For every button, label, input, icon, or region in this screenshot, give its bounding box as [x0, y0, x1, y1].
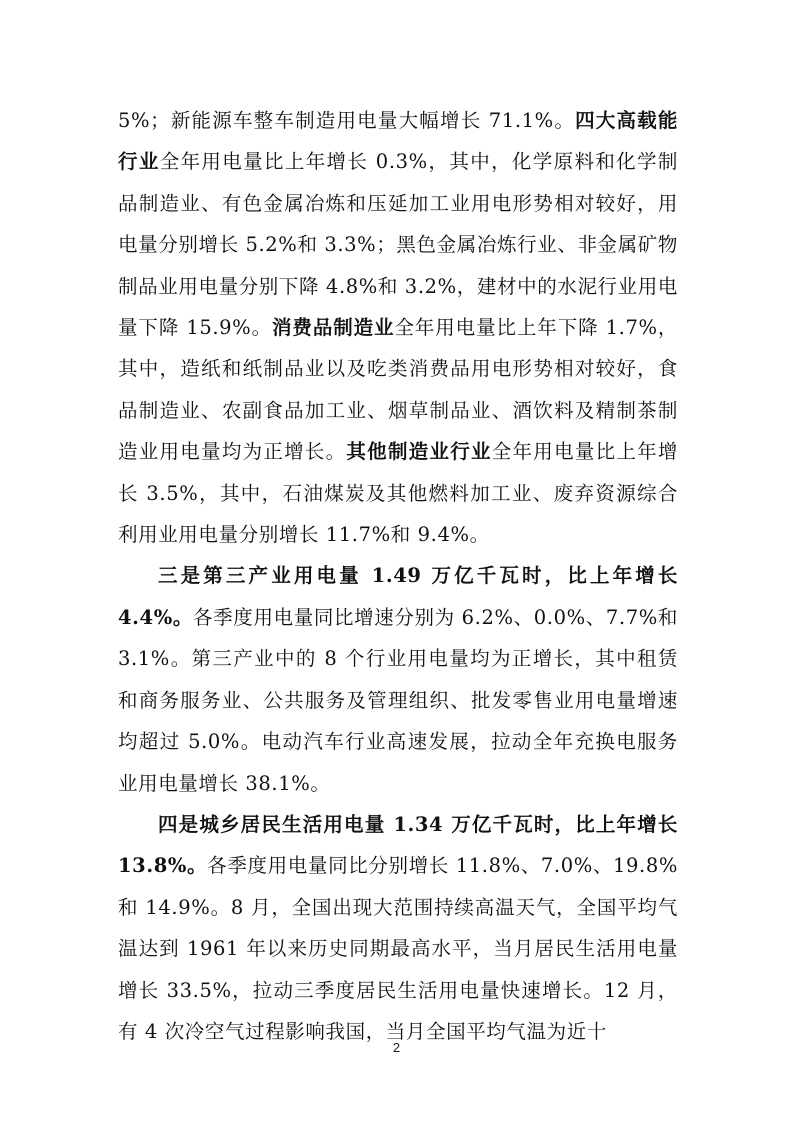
- text-run: 全年用电量比上年增长 3.5%，其中，石油煤炭及其他燃料加工业、废弃资源综合利用业用电量分别增长 11.7%和 9.4%。: [118, 440, 678, 547]
- page-number: 2: [392, 1040, 401, 1055]
- bold-text-run: 其他制造业行业: [346, 440, 492, 464]
- bold-text-run: 四是城乡居民生活用电量 1.34 万亿千瓦时，比上年增长 13.8%。: [118, 812, 678, 878]
- text-run: 全年用电量比上年增长 0.3%，其中，化学原料和化学制品制造业、有色金属冶炼和压延加工业用电形势相对较好，用电量分别增长 5.2%和 3.3%；黑色金属冶炼行业、非金属矿物制品业用电量分别下降 4.8%和 3.2%，建材中的水泥行业用电量下降 15.9%。: [118, 150, 678, 340]
- paragraph: [118, 100, 678, 555]
- bold-text-run: 三是第三产业用电量 1.49 万亿千瓦时，比上年增长 4.4%。: [118, 564, 678, 629]
- paragraph: [118, 555, 678, 803]
- text-run: 各季度用电量同比分别增长 11.8%、7.0%、19.8%和 14.9%。8 月，全国出现大范围持续高温天气，全国平均气温达到 1961 年以来历史同期最高水平，当月居民生活用电量增长 33.5%，拉动三季度居民生活用电量快速增长。12 月，有 4 次冷空气过程影响我国，当月全国平均气温为近十: [118, 854, 678, 1043]
- text-run: 5%；新能源车整车制造用电量大幅增长 71.1%。: [118, 109, 576, 132]
- bold-text-run: 四大高载能行业: [118, 109, 678, 174]
- text-run: 全年用电量比上年下降 1.7%，其中，造纸和纸制品业以及吃类消费品用电形势相对较好，食品制造业、农副食品加工业、烟草制品业、酒饮料及精制茶制造业用电量均为正增长。: [118, 316, 678, 464]
- body-text: [118, 100, 678, 1052]
- bold-text-run: 消费品制造业: [272, 316, 395, 340]
- paragraph: [118, 804, 678, 1052]
- text-run: 各季度用电量同比增速分别为 6.2%、0.0%、7.7%和 3.1%。第三产业中的 8 个行业用电量均为正增长，其中租赁和商务服务业、公共服务及管理组织、批发零售业用电量增速均超过 5.0%。电动汽车行业高速发展，拉动全年充换电服务业用电量增长 38.1%。: [118, 605, 678, 795]
